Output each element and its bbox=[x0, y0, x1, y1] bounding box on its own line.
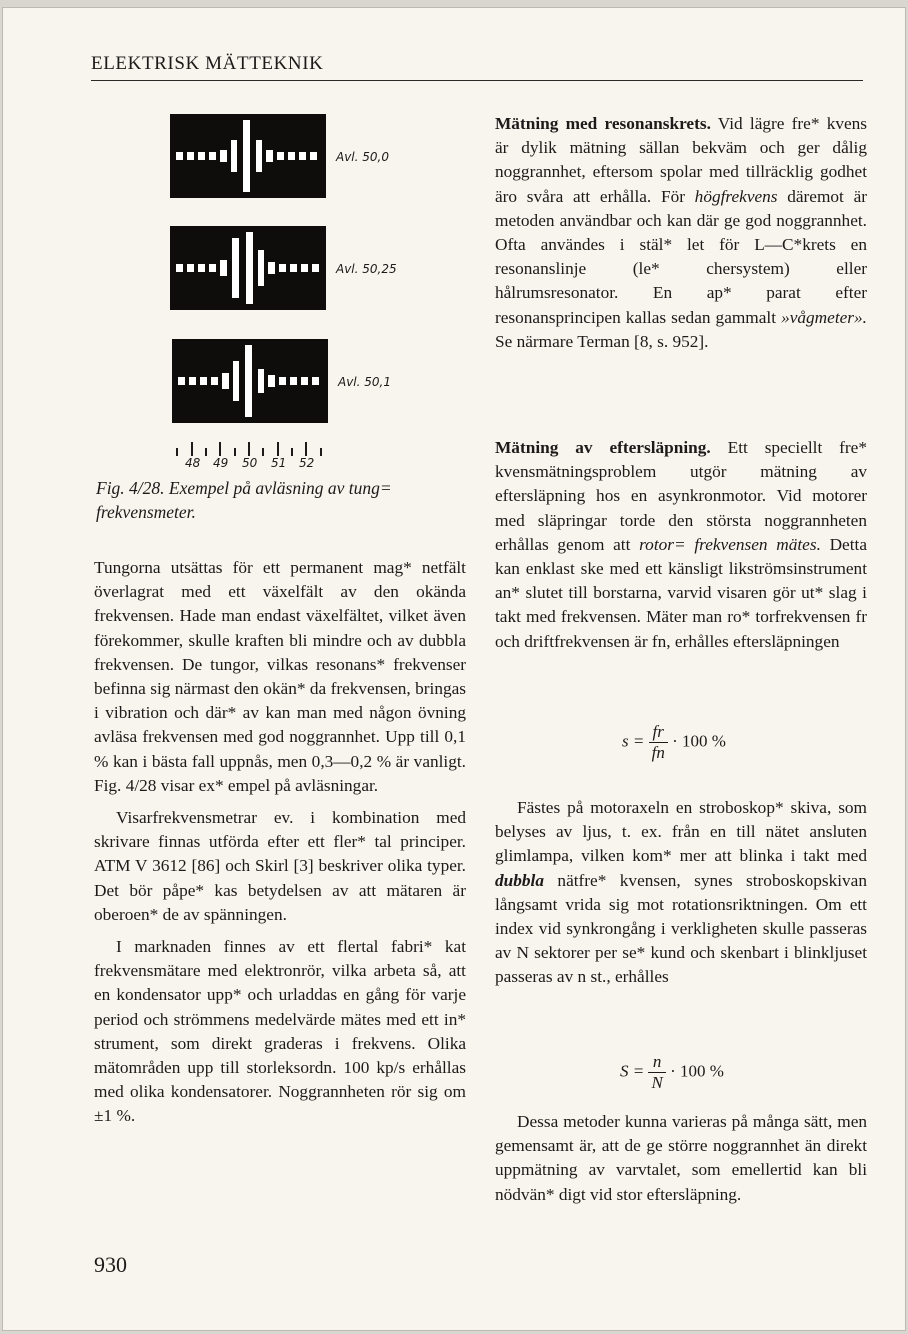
left-column bbox=[94, 556, 466, 1129]
reading-label-1: Avl. 50,0 bbox=[336, 150, 389, 164]
text-run: nätfre* kvensen, synes stroboskopskivan långsamt vrida sig mot rotationsriktningen. Om ett index vid synkrongång i verkligheten skulle passeras av N sektorer per se* kund och skenbart i blinkljuset passeras av n st., erhålles bbox=[495, 870, 867, 987]
formula-denominator: fn bbox=[651, 743, 665, 762]
formula-numerator: n bbox=[648, 1052, 665, 1073]
scale-label: 50 bbox=[242, 456, 258, 470]
section-heading-slip: Mätning av eftersläpning. bbox=[495, 438, 711, 457]
text-run: däremot är metoden användbar och kan där ge god noggrannhet. Ofta användes i stäl* let för L—C*krets en resonanslinje (le* chersystem) eller hålrumsresonator. En ap* parat efter resonansprincipen kallas sedan gammalt bbox=[495, 186, 867, 327]
reading-label-3: Avl. 50,1 bbox=[338, 375, 391, 389]
formula-stroboscope bbox=[620, 1052, 724, 1093]
text-run-italic: »vågmeter». bbox=[781, 307, 867, 327]
scale-label: 49 bbox=[213, 456, 229, 470]
running-header: ELEKTRISK MÄTTEKNIK bbox=[91, 53, 324, 74]
section-resonance bbox=[495, 112, 867, 354]
text-run: Detta kan enklast ske med ett känsligt likströmsinstrument an* slutet till borstarna, varvid visaren gör ut* slag i takt med frekvensen. Mäter man ro* torfrekvensen fr och driftfrekvensen är fn, erhålles eftersläpningen bbox=[495, 534, 867, 651]
scale-label: 52 bbox=[299, 456, 315, 470]
paragraph-stroboscope bbox=[495, 796, 867, 990]
reed-display-1 bbox=[170, 114, 326, 198]
text-run: Se närmare Terman [8, s. 952]. bbox=[495, 331, 709, 351]
reading-label-2: Avl. 50,25 bbox=[336, 262, 397, 276]
scale-label: 51 bbox=[271, 456, 287, 470]
page-number: 930 bbox=[94, 1252, 127, 1277]
reed-display-3 bbox=[172, 339, 328, 423]
text-run: Vid lägre fre* kvens är dylik mätning sällan bekväm och ger dålig noggrannhet, eftersom spolar med tillräcklig godhet äro svåra att erhålla. För bbox=[495, 114, 868, 206]
paragraph-electronic-meters: I marknaden finnes av ett flertal fabri* kat frekvensmätare med elektronrör, vilka arbeta så, att en kondensator upp* och urladdas en gång för varje period och strömmens medelvärde mätes med ett in* strument, som direkt graderas i frekvens. Olika mätområden upp till storleksordn. 100 kp/s erhållas med olika kondensatorer. Noggrannheten rör sig om ±1 %. bbox=[94, 937, 466, 1126]
section-heading-resonance: Mätning med resonanskrets. bbox=[495, 114, 711, 133]
reed-display-2 bbox=[170, 226, 326, 310]
formula-lhs: s = bbox=[622, 731, 645, 751]
formula-denominator: N bbox=[651, 1073, 663, 1092]
frequency-scale bbox=[174, 440, 344, 456]
text-run-italic: dubbla bbox=[495, 870, 544, 890]
formula-rhs: · 100 % bbox=[670, 1061, 724, 1081]
paragraph-text: Dessa metoder kunna varieras på många sätt, men gemensamt är, att de ge större noggrannhet än direkt uppmätning av varvtalet, som emellertid kan bli nödvän* digt vid stor eftersläpning. bbox=[495, 1112, 867, 1204]
text-run: Fästes på motoraxeln en stroboskop* skiva, som belyses av ljus, t. ex. från en till nätet ansluten glimlampa, vilken kom* mer att blinka i takt med bbox=[495, 798, 867, 866]
formula-slip bbox=[622, 722, 726, 763]
paragraph-pointer-meters: Visarfrekvensmetrar ev. i kombination med skrivare finnas utförda efter ett fler* tal principer. ATM V 3612 [86] och Skirl [3] beskriver olika typer. Det bör påpe* kas betydelsen av att mätaren är oberoen* de av spänningen. bbox=[94, 808, 466, 924]
figure-caption: Fig. 4/28. Exempel på avläsning av tung= frekvensmeter. bbox=[96, 478, 392, 522]
paragraph-reeds: Tungorna utsättas för ett permanent mag* netfält överlagrat med ett växelfält av den okända frekvensen. Hade man endast växelfältet, vilket även förekommer, skulle kraften bli mindre och av dubbla frekvensen. De tungor, vilkas resonans* frekvenser befinna sig närmast den okän* da frekvensen, bringas i vibration och där* av kan man med någon övning avläsa frekvensen med god noggrannhet. Upp till 0,1 % kan i bästa fall uppnås, men 0,3—0,2 % är vanligt. Fig. 4/28 visar ex* empel på avläsningar. bbox=[94, 558, 466, 795]
scale-label: 48 bbox=[185, 456, 201, 470]
header-rule bbox=[91, 80, 863, 81]
formula-numerator: fr bbox=[649, 722, 668, 743]
paragraph-conclusion bbox=[495, 1110, 867, 1207]
formula-lhs: S = bbox=[620, 1061, 645, 1081]
text-run-italic: rotor= frekvensen mätes. bbox=[639, 534, 821, 554]
section-slip bbox=[495, 436, 867, 654]
text-run-italic: högfrekvens bbox=[694, 186, 778, 206]
text-run: Ett speciellt fre* kvensmätningsproblem utgör mätning av eftersläpning hos en asynkronmotor. Vid motorer med släpringar torde den största noggrannheten erhållas genom att bbox=[495, 438, 867, 554]
formula-rhs: · 100 % bbox=[672, 731, 726, 751]
